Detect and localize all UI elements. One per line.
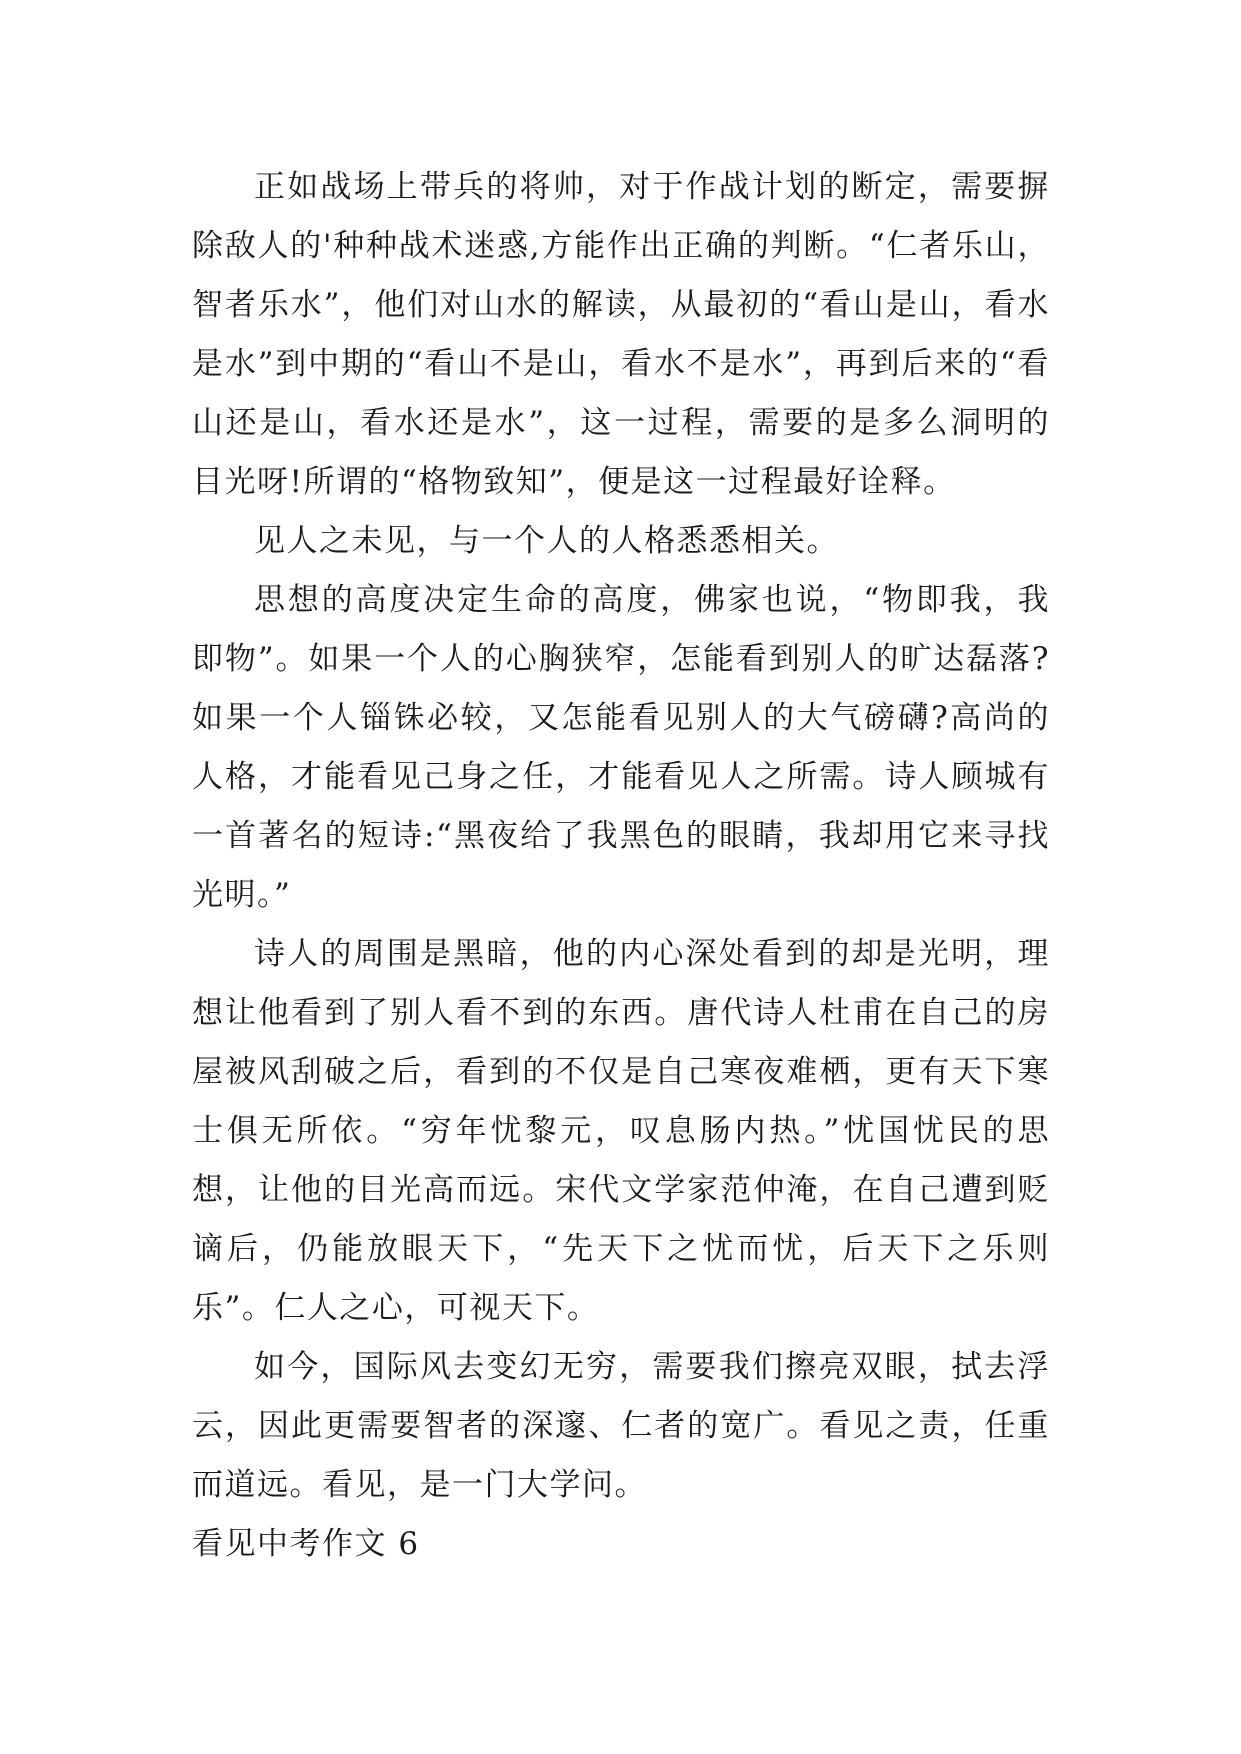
document-body [192,158,1050,1574]
paragraph: 见人之未见，与一个人的人格悉悉相关。 [254,523,839,559]
paragraph: 诗人的周围是黑暗，他的内心深处看到的却是光明，理想让他看到了别人看不到的东西。唐代诗人杜甫在自己的房屋被风刮破之后，看到的不仅是自己寒夜难栖，更有天下寒士俱无所依。“穷年忧黎元，叹息肠内热。”忧国忧民的思想，让他的目光高而远。宋代文学家范仲淹，在自己遭到贬谪后，仍能放眼天下，“先天下之忧而忧，后天下之乐则乐”。仁人之心，可视天下。 [192,936,1050,1326]
paragraph: 正如战场上带兵的将帅，对于作战计划的断定，需要摒除敌人的'种种战术迷惑,方能作出正确的判断。“仁者乐山，智者乐水”，他们对山水的解读，从最初的“看山是山，看水是水”到中期的“看山不是山，看水不是水”，再到后来的“看山还是山，看水还是水”，这一过程，需要的是多么洞明的目光呀!所谓的“格物致知”，便是这一过程最好诠释。 [192,169,1050,500]
paragraph: 如今，国际风去变幻无穷，需要我们擦亮双眼，拭去浮云，因此更需要智者的深邃、仁者的宽广。看见之责，任重而道远。看见，是一门大学问。 [192,1349,1050,1503]
section-heading: 看见中考作文 6 [192,1526,420,1562]
paragraph: 思想的高度决定生命的高度，佛家也说，“物即我，我即物”。如果一个人的心胸狭窄，怎能看到别人的旷达磊落?如果一个人锱铢必较，又怎能看见别人的大气磅礴?高尚的人格，才能看见己身之任，才能看见人之所需。诗人顾城有一首著名的短诗:“黑夜给了我黑色的眼睛，我却用它来寻找光明。” [192,582,1050,913]
